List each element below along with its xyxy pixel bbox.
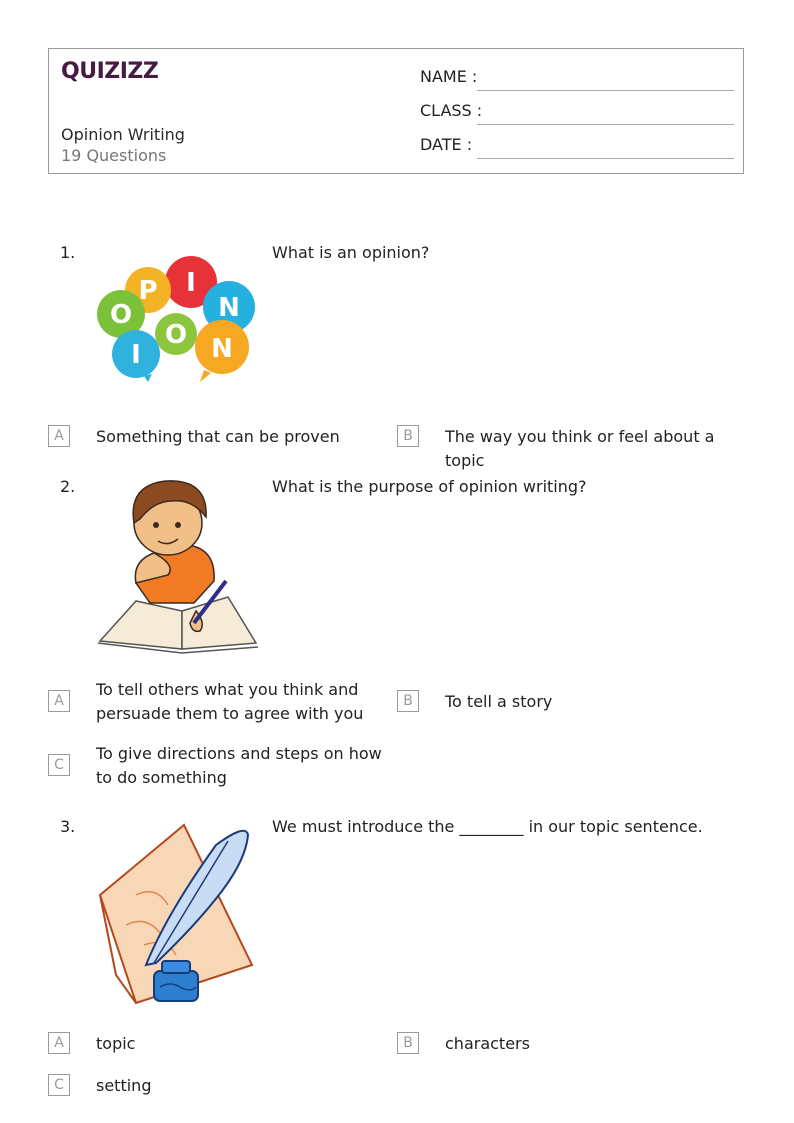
question-number: 2. [60, 477, 76, 496]
question-number: 1. [60, 243, 76, 262]
option-b-text: To tell a story [445, 692, 553, 711]
question-text: What is the purpose of opinion writing? [272, 477, 587, 496]
option-a-text: To tell others what you think and persuade them to agree with you [96, 680, 364, 723]
svg-text:P: P [138, 276, 158, 306]
option-a-marker[interactable]: A [48, 425, 70, 447]
svg-text:I: I [186, 268, 196, 298]
option-a-text: topic [96, 1034, 136, 1053]
option-a-marker[interactable]: A [48, 1032, 70, 1054]
svg-text:I: I [131, 340, 141, 370]
quizizz-logo: QUIZIZZ [61, 59, 159, 84]
class-field [420, 101, 734, 125]
quill-and-ink-image [96, 815, 258, 1007]
option-c-text: To give directions and steps on how to do something [96, 744, 382, 787]
option-b-marker[interactable]: B [397, 690, 419, 712]
boy-writing-image [96, 473, 258, 655]
option-c-marker[interactable]: C [48, 754, 70, 776]
option-b-marker[interactable]: B [397, 425, 419, 447]
option-a-marker[interactable]: A [48, 690, 70, 712]
svg-text:O: O [109, 300, 133, 330]
svg-text:O: O [164, 320, 188, 350]
name-field [420, 67, 734, 91]
class-line[interactable] [477, 124, 734, 125]
option-a-text: Something that can be proven [96, 427, 340, 446]
svg-text:N: N [211, 334, 233, 364]
option-c-marker[interactable]: C [48, 1074, 70, 1096]
question-text: What is an opinion? [272, 243, 430, 262]
name-line[interactable] [477, 90, 734, 91]
question-count: 19 Questions [61, 146, 167, 165]
class-label: CLASS : [420, 101, 483, 120]
date-field [420, 135, 734, 159]
opinion-speech-bubbles-image [96, 252, 258, 384]
question-text: We must introduce the ________ in our topic sentence. [272, 817, 703, 836]
option-b-text: characters [445, 1034, 530, 1053]
option-c-text: setting [96, 1076, 152, 1095]
date-line[interactable] [477, 158, 734, 159]
quiz-title: Opinion Writing [61, 125, 185, 144]
svg-text:N: N [218, 293, 240, 323]
date-label: DATE : [420, 135, 473, 154]
option-b-marker[interactable]: B [397, 1032, 419, 1054]
option-b-text: The way you think or feel about a topic [445, 427, 715, 470]
question-number: 3. [60, 817, 76, 836]
name-label: NAME : [420, 67, 478, 86]
worksheet-header [48, 48, 744, 174]
